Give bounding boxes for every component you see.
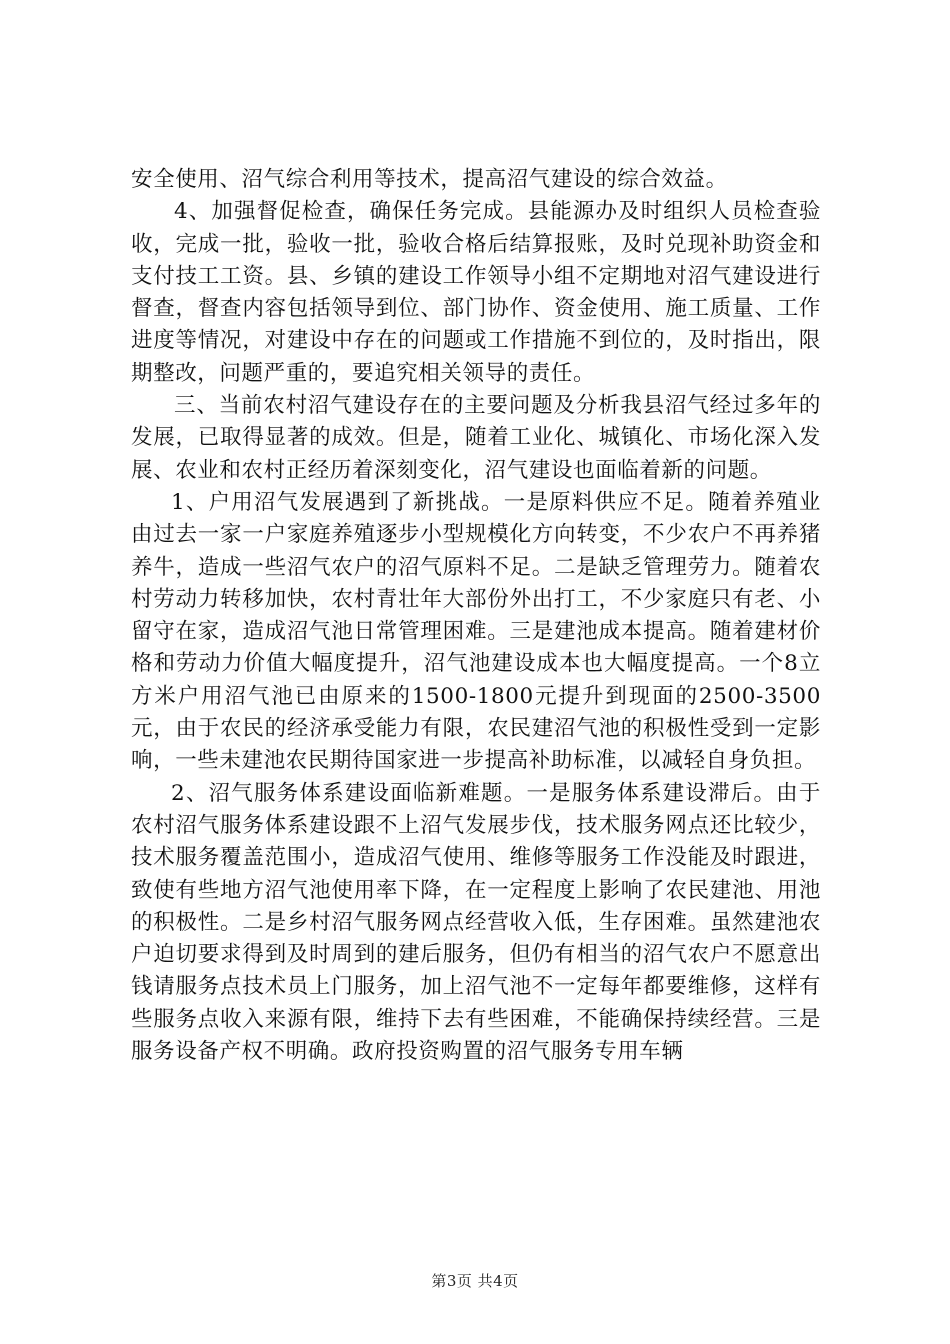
- page-footer: 第3页 共4页: [431, 1272, 519, 1290]
- paragraph-item-2: 2、沼气服务体系建设面临新难题。一是服务体系建设滞后。由于农村沼气服务体系建设跟不上沼气发展步伐，技术服务网点还比较少，技术服务覆盖范围小，造成沼气使用、维修等服务工作没能及时跟进，致使有些地方沼气池使用率下降，在一定程度上影响了农民建池、用池的积极性。二是乡村沼气服务网点经营收入低，生存困难。虽然建池农户迫切要求得到及时周到的建后服务，但仍有相当的沼气农户不愿意出钱请服务点技术员上门服务，加上沼气池不一定每年都要维修，这样有些服务点收入来源有限，维持下去有些困难，不能确保持续经营。三是服务设备产权不明确。政府投资购置的沼气服务专用车辆: [131, 780, 821, 1065]
- paragraph-heading-3: 三、当前农村沼气建设存在的主要问题及分析我县沼气经过多年的发展，已取得显著的成效。但是，随着工业化、城镇化、市场化深入发展、农业和农村正经历着深刻变化，沼气建设也面临着新的问题。: [131, 393, 821, 483]
- paragraph-item-1: 1、户用沼气发展遇到了新挑战。一是原料供应不足。随着养殖业由过去一家一户家庭养殖逐步小型规模化方向转变，不少农户不再养猪养牛，造成一些沼气农户的沼气原料不足。二是缺乏管理劳力。随着农村劳动力转移加快，农村青壮年大部份外出打工，不少家庭只有老、小留守在家，造成沼气池日常管理困难。三是建池成本提高。随着建材价格和劳动力价值大幅度提升，沼气池建设成本也大幅度提高。一个8立方米户用沼气池已由原来的1500-1800元提升到现面的2500-3500元，由于农民的经济承受能力有限，农民建沼气池的积极性受到一定影响，一些未建池农民期待国家进一步提高补助标准，以减轻自身负担。: [131, 489, 821, 774]
- document-body: [131, 164, 821, 1068]
- paragraph-section-4: 4、加强督促检查，确保任务完成。县能源办及时组织人员检查验收，完成一批，验收一批，验收合格后结算报账，及时兑现补助资金和支付技工工资。县、乡镇的建设工作领导小组不定期地对沼气建设进行督查，督查内容包括领导到位、部门协作、资金使用、施工质量、工作进度等情况，对建设中存在的问题或工作措施不到位的，及时指出，限期整改，问题严重的，要追究相关领导的责任。: [131, 199, 821, 386]
- paragraph-continuation: 安全使用、沼气综合利用等技术，提高沼气建设的综合效益。: [131, 167, 728, 192]
